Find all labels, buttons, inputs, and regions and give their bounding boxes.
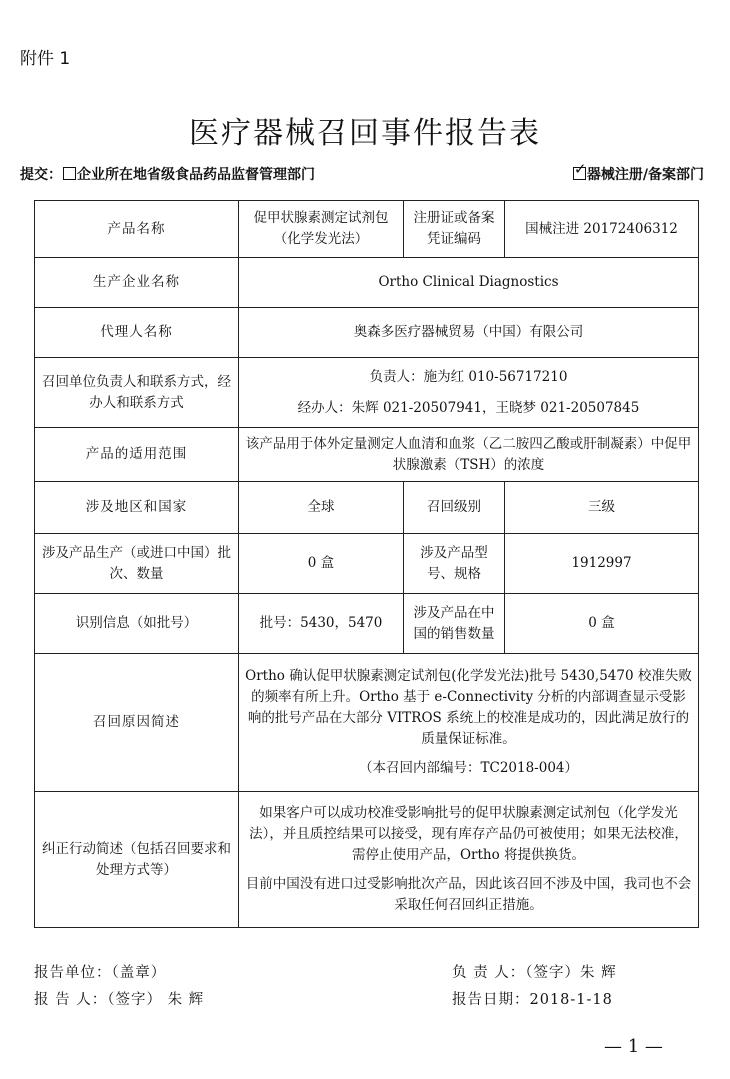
submit-option-province-label: 企业所在地省级食品药品监督管理部门 bbox=[77, 167, 315, 183]
page-number: — 1 — bbox=[604, 1036, 663, 1057]
reason-text: Ortho 确认促甲状腺素测定试剂包(化学发光法)批号 5430,5470 校准失败的频率有所上升。Ortho 基于 e-Connectivity 分析的内部调查显示受影响的批号产品在大部分 VITROS 系统上的校准是成功的，因此满足放行的质量保证标准。 bbox=[245, 668, 692, 747]
product-name-value: 促甲状腺素测定试剂包（化学发光法） bbox=[239, 201, 404, 258]
attachment-label: 附件 1 bbox=[20, 49, 71, 69]
action-value bbox=[239, 792, 699, 928]
row-agent bbox=[35, 308, 699, 358]
footer-responsible: 负 责 人：（签字）朱 辉 bbox=[452, 965, 617, 981]
level-label: 召回级别 bbox=[404, 482, 505, 534]
region-value: 全球 bbox=[239, 482, 404, 534]
action-text-1: 如果客户可以成功校准受影响批号的促甲状腺素测定试剂包（化学发光法），并且质控结果可以接受，现有库存产品仍可被使用；如果无法校准，需停止使用产品，Ortho 将提供换货。 bbox=[249, 805, 688, 864]
submit-option-registration-label: 器械注册/备案部门 bbox=[586, 167, 704, 183]
region-label: 涉及地区和国家 bbox=[35, 482, 239, 534]
reason-label: 召回原因简述 bbox=[35, 654, 239, 792]
row-batch bbox=[35, 534, 699, 594]
batch-value: 0 盒 bbox=[239, 534, 404, 594]
footer-reporter: 报 告 人：（签字） 朱 辉 bbox=[34, 992, 205, 1008]
row-reason bbox=[35, 654, 699, 792]
batch-label: 涉及产品生产（或进口中国）批次、数量 bbox=[35, 534, 239, 594]
footer-report-unit: 报告单位：（盖章） bbox=[34, 965, 167, 981]
level-value: 三级 bbox=[505, 482, 699, 534]
identification-value: 批号：5430，5470 bbox=[239, 594, 404, 654]
scope-value: 该产品用于体外定量测定人血清和血浆（乙二胺四乙酸或肝制凝素）中促甲状腺激素（TSH）的浓度 bbox=[239, 428, 699, 482]
row-contact bbox=[35, 358, 699, 428]
sales-label: 涉及产品在中国的销售数量 bbox=[404, 594, 505, 654]
submit-option-province bbox=[20, 164, 315, 184]
checkbox-province[interactable] bbox=[63, 167, 76, 180]
page-title: 医疗器械召回事件报告表 bbox=[189, 116, 541, 151]
manufacturer-value: Ortho Clinical Diagnostics bbox=[239, 258, 699, 308]
action-label: 纠正行动简述（包括召回要求和处理方式等） bbox=[35, 792, 239, 928]
footer-report-date: 报告日期：2018-1-18 bbox=[452, 992, 613, 1008]
agent-value: 奥森多医疗器械贸易（中国）有限公司 bbox=[239, 308, 699, 358]
agent-label: 代理人名称 bbox=[35, 308, 239, 358]
row-product bbox=[35, 201, 699, 258]
scope-label: 产品的适用范围 bbox=[35, 428, 239, 482]
submit-prefix: 提交： bbox=[20, 167, 62, 183]
identification-label: 识别信息（如批号） bbox=[35, 594, 239, 654]
sales-value: 0 盒 bbox=[505, 594, 699, 654]
submit-option-registration bbox=[572, 164, 704, 184]
row-manufacturer bbox=[35, 258, 699, 308]
reason-value bbox=[239, 654, 699, 792]
checkbox-registration[interactable] bbox=[573, 167, 586, 180]
row-scope bbox=[35, 428, 699, 482]
contact-value bbox=[239, 358, 699, 428]
action-text-2: 目前中国没有进口过受影响批次产品，因此该召回不涉及中国，我司也不会采取任何召回纠正措施。 bbox=[245, 875, 692, 913]
product-name-label: 产品名称 bbox=[35, 201, 239, 258]
contact-handler: 经办人：朱辉 021-20507941，王晓梦 021-20507845 bbox=[297, 399, 640, 416]
model-value: 1912997 bbox=[505, 534, 699, 594]
registration-value: 国械注进 20172406312 bbox=[505, 201, 699, 258]
reason-reference: （本召回内部编号：TC2018-004） bbox=[358, 759, 579, 776]
registration-label: 注册证或备案凭证编码 bbox=[404, 201, 505, 258]
row-region bbox=[35, 482, 699, 534]
manufacturer-label: 生产企业名称 bbox=[35, 258, 239, 308]
row-action bbox=[35, 792, 699, 928]
row-identification bbox=[35, 594, 699, 654]
model-label: 涉及产品型号、规格 bbox=[404, 534, 505, 594]
contact-responsible: 负责人：施为红 010-56717210 bbox=[369, 368, 568, 385]
contact-label: 召回单位负责人和联系方式，经办人和联系方式 bbox=[35, 358, 239, 428]
recall-report-table bbox=[34, 200, 699, 928]
